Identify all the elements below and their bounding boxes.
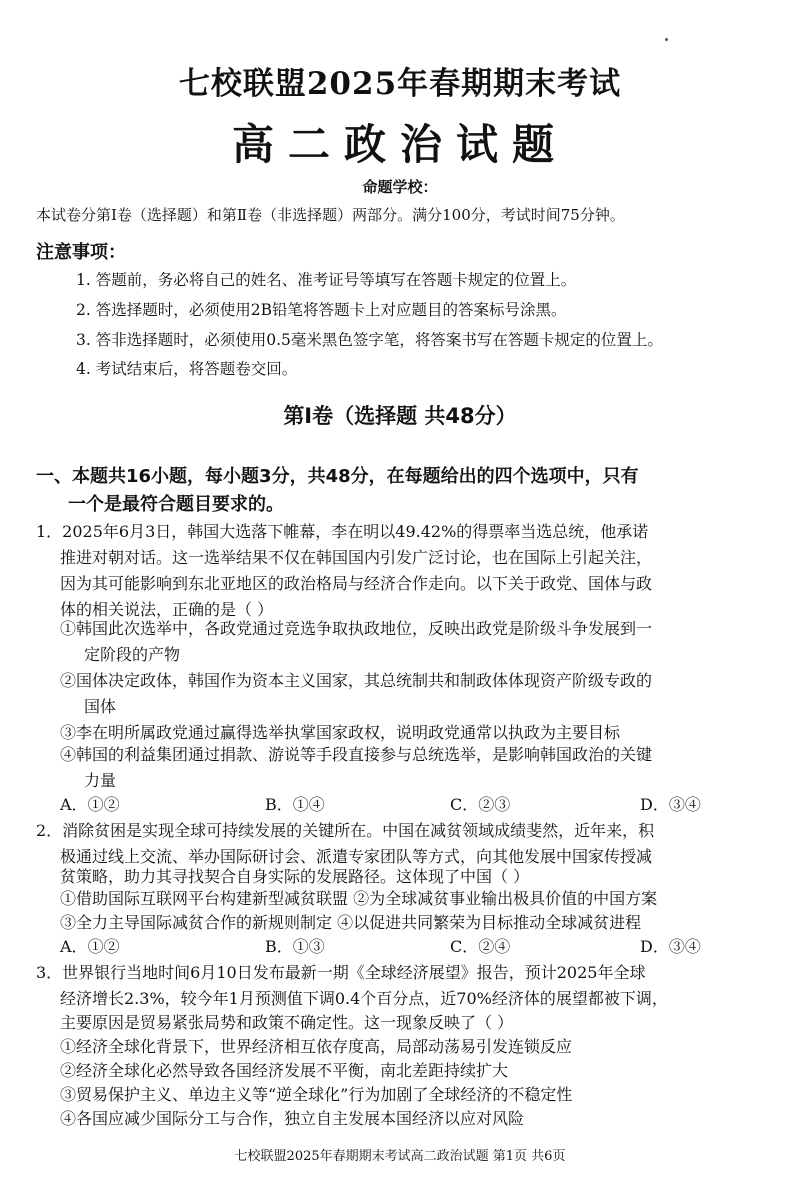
- option-text: ①③: [292, 937, 325, 956]
- notice-item: 3. 答非选择题时，必须使用0.5毫米黑色签字笔，将答案书写在答题卡规定的位置上。: [76, 331, 663, 349]
- option-letter: C．: [450, 795, 479, 814]
- notice-heading: 注意事项：: [36, 242, 126, 263]
- subject-title: 高二政治试题: [231, 120, 568, 169]
- section-instruction-cont: 一个是最符合题目要求的。: [68, 494, 284, 515]
- option-a[interactable]: [60, 792, 120, 815]
- page-footer: 七校联盟2025年春期期末考试高二政治试题 第1页 共6页: [234, 1149, 566, 1164]
- question-stem: 体的相关说法，正确的是（ ）: [60, 600, 274, 619]
- option-c[interactable]: [450, 934, 510, 957]
- scan-speck: [665, 38, 668, 41]
- option-text: ①②: [87, 795, 120, 814]
- question-stem: 贫策略，助力其寻找契合自身实际的发展路径。这体现了中国（ ）: [60, 867, 530, 886]
- question-stem: 2．消除贫困是实现全球可持续发展的关键所在。中国在减贫领域成绩斐然，近年来，积: [36, 821, 655, 840]
- exam-intro: 本试卷分第Ⅰ卷（选择题）和第Ⅱ卷（非选择题）两部分。满分100分，考试时间75分钟。: [36, 206, 625, 224]
- question-stem: 1．2025年6月3日，韩国大选落下帷幕，李在明以49.42%的得票率当选总统，他承诺: [36, 522, 649, 541]
- question-stem: 主要原因是贸易紧张局势和政策不确定性。这一现象反映了（ ）: [60, 1013, 514, 1032]
- option-letter: B．: [265, 937, 293, 956]
- option-c[interactable]: [450, 792, 510, 815]
- statement-item: ④韩国的利益集团通过捐款、游说等手段直接参与总统选举，是影响韩国政治的关键: [60, 745, 653, 764]
- option-text: ②③: [478, 795, 511, 814]
- question-stem: 极通过线上交流、举办国际研讨会、派遣专家团队等方式，向其他发展中国家传授减: [60, 847, 653, 866]
- statement-item: 国体: [84, 697, 117, 716]
- option-letter: C．: [450, 937, 479, 956]
- option-text: ③④: [668, 937, 701, 956]
- statement-item: ③李在明所属政党通过赢得选举执掌国家政权，说明政党通常以执政为主要目标: [60, 723, 621, 742]
- answer-options: [60, 934, 760, 956]
- notice-item: 4. 考试结束后，将答题卷交回。: [76, 360, 298, 378]
- option-letter: A．: [60, 937, 88, 956]
- statement-item: ④各国应减少国际分工与合作，独立自主发展本国经济以应对风险: [60, 1109, 525, 1128]
- statement-item: 力量: [84, 771, 117, 790]
- exam-title: 七校联盟2025年春期期末考试: [178, 66, 622, 102]
- statement-item: ③贸易保护主义、单边主义等“逆全球化”行为加剧了全球经济的不稳定性: [60, 1085, 573, 1104]
- statement-item: 定阶段的产物: [84, 645, 181, 664]
- question-stem: 推进对朝对话。这一选举结果不仅在韩国国内引发广泛讨论，也在国际上引起关注，: [60, 548, 653, 567]
- answer-options: [60, 792, 760, 814]
- option-letter: D．: [640, 795, 669, 814]
- question-stem: 因为其可能影响到东北亚地区的政治格局与经济合作走向。以下关于政党、国体与政: [60, 574, 653, 593]
- option-a[interactable]: [60, 934, 120, 957]
- statement-item: ①韩国此次选举中，各政党通过竞选争取执政地位，反映出政党是阶级斗争发展到一: [60, 619, 653, 638]
- statement-item: ③全力主导国际减贫合作的新规则制定 ④以促进共同繁荣为目标推动全球减贫进程: [60, 913, 642, 932]
- statement-item: ②国体决定政体，韩国作为资本主义国家，其总统制共和制政体体现资产阶级专政的: [60, 671, 653, 690]
- option-b[interactable]: [265, 792, 325, 815]
- option-letter: B．: [265, 795, 293, 814]
- notice-item: 1. 答题前，务必将自己的姓名、准考证号等填写在答题卡规定的位置上。: [76, 271, 577, 289]
- statement-item: ①经济全球化背景下，世界经济相互依存度高，局部动荡易引发连锁反应: [60, 1037, 573, 1056]
- option-text: ③④: [668, 795, 701, 814]
- option-d[interactable]: [640, 934, 701, 957]
- statement-item: ②经济全球化必然导致各国经济发展不平衡，南北差距持续扩大: [60, 1061, 509, 1080]
- question-stem: 经济增长2.3%，较今年1月预测值下调0.4个百分点，近70%经济体的展望都被下调，: [60, 989, 668, 1008]
- option-letter: D．: [640, 937, 669, 956]
- option-text: ①②: [87, 937, 120, 956]
- question-stem: 3．世界银行当地时间6月10日发布最新一期《全球经济展望》报告，预计2025年全球: [36, 963, 646, 982]
- section-instruction: 一、本题共16小题，每小题3分，共48分，在每题给出的四个选项中，只有: [36, 466, 639, 487]
- school-label: 命题学校：: [362, 178, 438, 196]
- option-text: ②④: [478, 937, 511, 956]
- notice-item: 2. 答选择题时，必须使用2B铅笔将答题卡上对应题目的答案标号涂黑。: [76, 301, 567, 319]
- statement-item: ①借助国际互联网平台构建新型减贫联盟 ②为全球减贫事业输出极具价值的中国方案: [60, 889, 658, 908]
- volume-title: 第Ⅰ卷（选择题 共48分）: [283, 404, 517, 428]
- option-text: ①④: [292, 795, 325, 814]
- option-b[interactable]: [265, 934, 325, 957]
- option-d[interactable]: [640, 792, 701, 815]
- option-letter: A．: [60, 795, 88, 814]
